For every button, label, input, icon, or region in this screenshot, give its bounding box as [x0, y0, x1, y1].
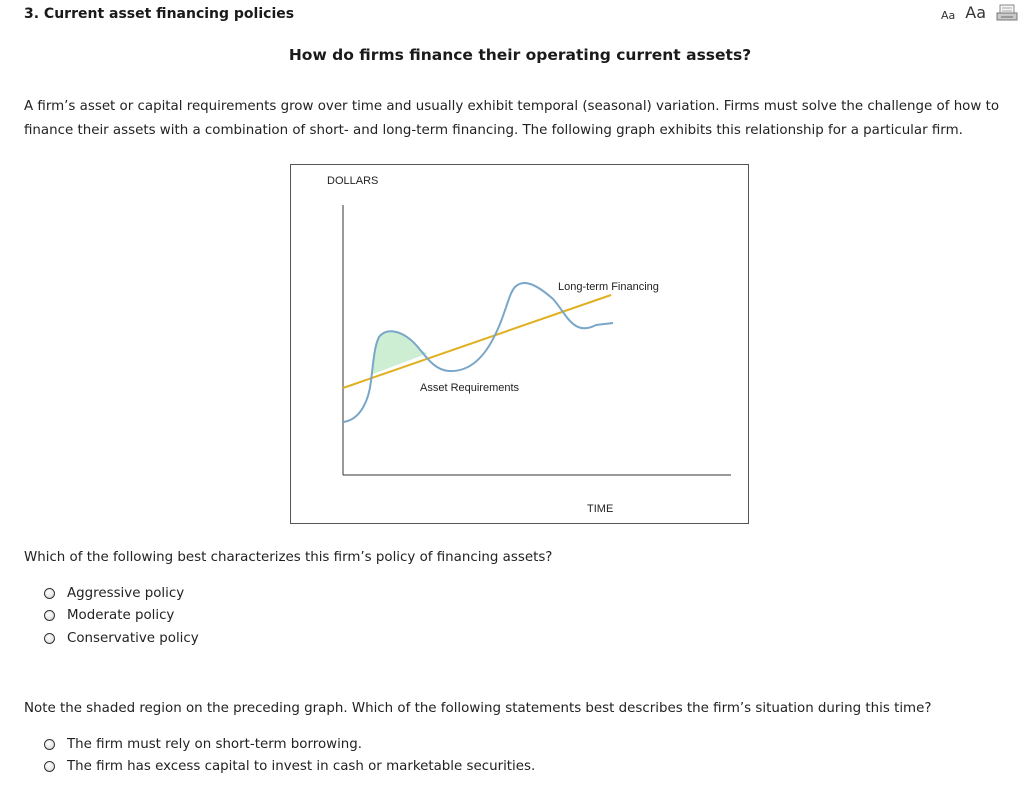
- option-short-term-borrowing[interactable]: [44, 733, 535, 756]
- graph-canvas: [291, 165, 748, 523]
- option-conservative-policy[interactable]: [44, 627, 199, 650]
- toolbar: [941, 4, 1018, 22]
- option-label: Moderate policy: [67, 608, 175, 624]
- radio-button[interactable]: [44, 610, 55, 621]
- radio-button[interactable]: [44, 739, 55, 750]
- option-label: The firm must rely on short-term borrowing.: [67, 736, 363, 752]
- asset-requirements-label: Asset Requirements: [420, 382, 520, 394]
- section-title: 3. Current asset financing policies: [24, 6, 295, 22]
- option-moderate-policy[interactable]: [44, 605, 199, 628]
- option-label: The firm has excess capital to invest in cash or marketable securities.: [67, 759, 536, 775]
- question-2-prompt: Note the shaded region on the preceding graph. Which of the following statements best describes the firm’s situation during this time?: [24, 701, 932, 716]
- financing-graph: [290, 164, 749, 524]
- y-axis-label: DOLLARS: [327, 175, 379, 187]
- print-icon[interactable]: [996, 4, 1018, 22]
- x-axis-label: TIME: [587, 503, 614, 515]
- radio-button[interactable]: [44, 588, 55, 599]
- option-excess-capital[interactable]: [44, 756, 535, 779]
- radio-button[interactable]: [44, 633, 55, 644]
- option-label: Conservative policy: [67, 630, 199, 646]
- question-1-options: [44, 582, 199, 650]
- radio-button[interactable]: [44, 761, 55, 772]
- question-2-options: [44, 733, 535, 778]
- page-heading: How do firms finance their operating current assets?: [288, 46, 752, 64]
- long-term-financing-label: Long-term Financing: [558, 281, 659, 293]
- option-label: Aggressive policy: [67, 585, 185, 601]
- increase-font-button[interactable]: Aa: [965, 3, 986, 22]
- intro-paragraph: A firm’s asset or capital requirements grow over time and usually exhibit temporal (seasonal) variation. Firms must solve the challenge of how to finance their assets with a combination of short- and long-term financing. The following graph exhibits this relationship for a particular firm.: [24, 99, 1000, 138]
- question-1-prompt: Which of the following best characterizes this firm’s policy of financing assets?: [24, 550, 553, 565]
- decrease-font-button[interactable]: Aa: [940, 9, 956, 22]
- option-aggressive-policy[interactable]: [44, 582, 199, 605]
